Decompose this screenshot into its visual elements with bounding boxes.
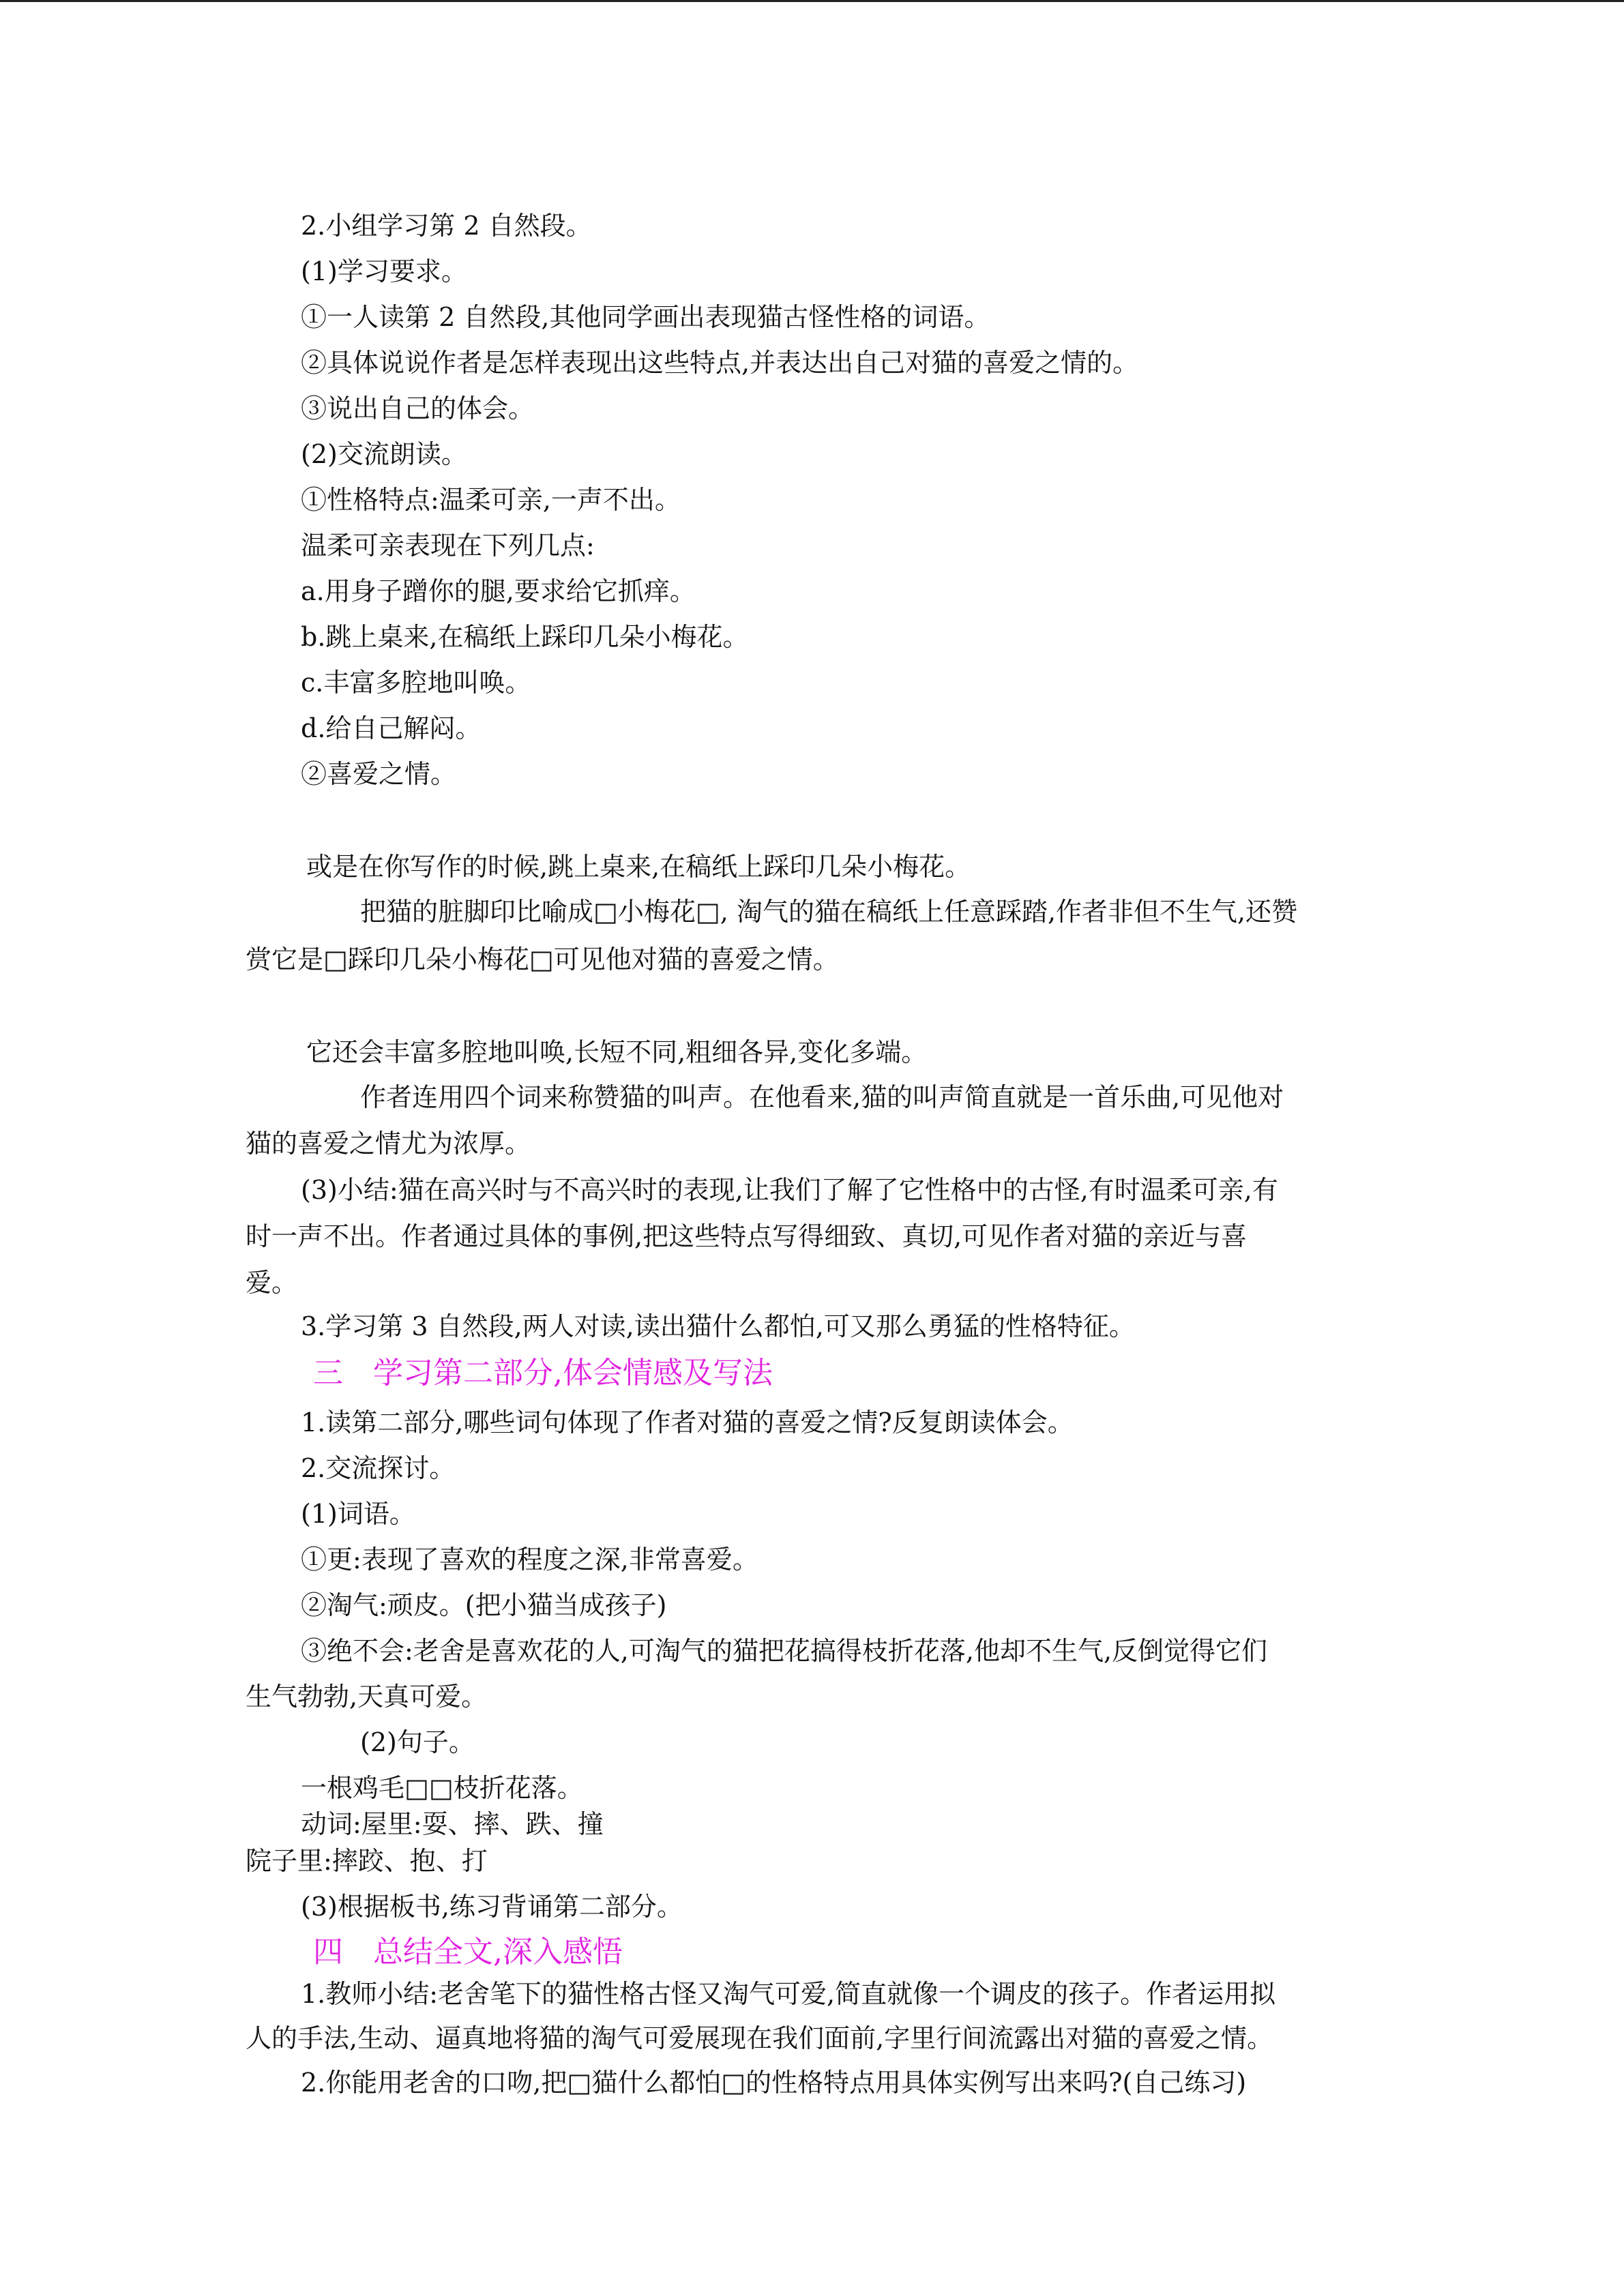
section-heading: 四 总结全文,深入感悟: [313, 1935, 623, 1969]
text-line: 生气勃勃,天真可爱。: [246, 1682, 488, 1712]
text-line: (2)交流朗读。: [301, 439, 467, 469]
text-line: (3)根据板书,练习背诵第二部分。: [301, 1892, 683, 1922]
text-line: 赏它是□踩印几朵小梅花□可见他对猫的喜爱之情。: [246, 944, 839, 974]
text-line: ③说出自己的体会。: [301, 393, 535, 423]
text-line: 作者连用四个词来称赞猫的叫声。在他看来,猫的叫声简直就是一首乐曲,可见他对: [360, 1082, 1284, 1112]
text-line: ①性格特点:温柔可亲,一声不出。: [301, 485, 681, 515]
text-line: 一根鸡毛□□枝折花落。: [301, 1773, 583, 1803]
text-line: ③绝不会:老舍是喜欢花的人,可淘气的猫把花搞得枝折花落,他却不生气,反倒觉得它们: [301, 1636, 1268, 1666]
text-line: (3)小结:猫在高兴时与不高兴时的表现,让我们了解了它性格中的古怪,有时温柔可亲,有: [301, 1175, 1278, 1205]
text-line: ②喜爱之情。: [301, 759, 457, 789]
text-line: 2.你能用老舍的口吻,把□猫什么都怕□的性格特点用具体实例写出来吗?(自己练习): [301, 2068, 1247, 2098]
text-line: (2)句子。: [360, 1727, 475, 1757]
text-line: 2.交流探讨。: [301, 1453, 456, 1483]
text-line: 或是在你写作的时候,跳上桌来,在稿纸上踩印几朵小梅花。: [306, 852, 971, 882]
text-line: (1)学习要求。: [301, 256, 467, 286]
text-line: c.丰富多腔地叫唤。: [301, 668, 531, 698]
text-line: 院子里:摔跤、抱、打: [246, 1846, 488, 1876]
text-line: 3.学习第 3 自然段,两人对读,读出猫什么都怕,可又那么勇猛的性格特征。: [301, 1311, 1135, 1341]
text-line: ①一人读第 2 自然段,其他同学画出表现猫古怪性格的词语。: [301, 302, 990, 332]
section-heading: 三 学习第二部分,体会情感及写法: [313, 1356, 773, 1390]
text-line: 动词:屋里:耍、摔、跌、撞: [301, 1809, 604, 1839]
text-line: 人的手法,生动、逼真地将猫的淘气可爱展现在我们面前,字里行间流露出对猫的喜爱之情。: [246, 2023, 1273, 2053]
text-line: 2.小组学习第 2 自然段。: [301, 211, 592, 241]
text-line: ②具体说说作者是怎样表现出这些特点,并表达出自己对猫的喜爱之情的。: [301, 348, 1139, 378]
text-line: 它还会丰富多腔地叫唤,长短不同,粗细各异,变化多端。: [306, 1037, 928, 1067]
text-line: 温柔可亲表现在下列几点:: [301, 531, 595, 561]
text-line: 猫的喜爱之情尤为浓厚。: [246, 1129, 531, 1159]
text-line: ①更:表现了喜欢的程度之深,非常喜爱。: [301, 1545, 758, 1575]
text-line: 时一声不出。作者通过具体的事例,把这些特点写得细致、真切,可见作者对猫的亲近与喜: [246, 1221, 1247, 1251]
text-line: 爱。: [246, 1268, 298, 1298]
text-line: ②淘气:顽皮。(把小猫当成孩子): [301, 1590, 667, 1620]
text-line: d.给自己解闷。: [301, 713, 482, 743]
text-line: 1.读第二部分,哪些词句体现了作者对猫的喜爱之情?反复朗读体会。: [301, 1407, 1074, 1437]
text-line: (1)词语。: [301, 1499, 415, 1529]
text-line: b.跳上桌来,在稿纸上踩印几朵小梅花。: [301, 622, 749, 652]
text-line: 把猫的脏脚印比喻成□小梅花□, 淘气的猫在稿纸上任意踩踏,作者非但不生气,还赞: [360, 897, 1298, 927]
text-line: 1.教师小结:老舍笔下的猫性格古怪又淘气可爱,简直就像一个调皮的孩子。作者运用拟: [301, 1979, 1276, 2009]
text-line: a.用身子蹭你的腿,要求给它抓痒。: [301, 576, 696, 606]
